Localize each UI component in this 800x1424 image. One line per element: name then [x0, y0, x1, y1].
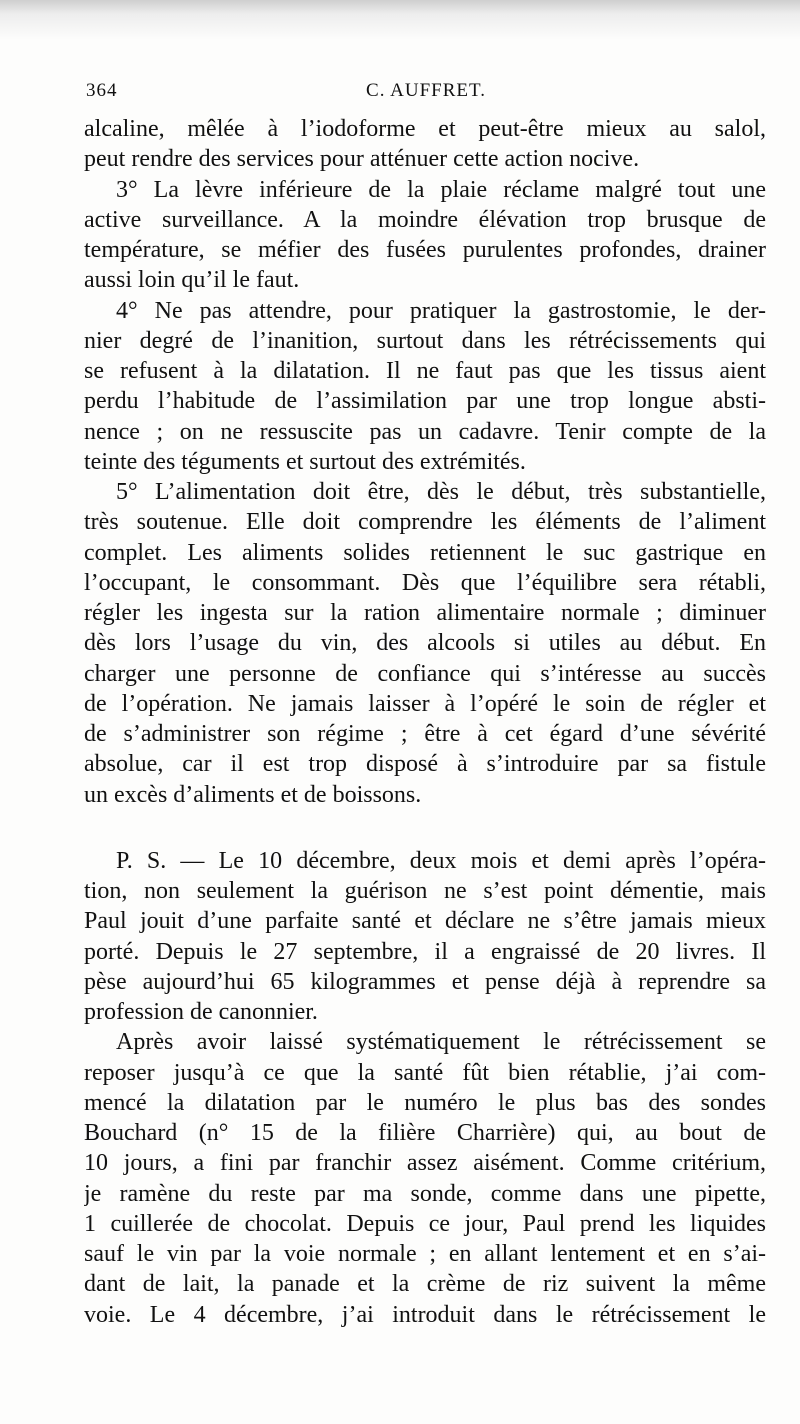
text-line: 1 cuillerée de chocolat. Depuis ce jour, Paul prend les liquides [84, 1210, 766, 1237]
text-line: active surveillance. A la moindre élévation trop brusque de [84, 206, 766, 233]
text-line: dant de lait, la panade et la crème de riz suivent la même [84, 1271, 766, 1298]
text-line: Bouchard (n° 15 de la filière Charrière) qui, au bout de [84, 1120, 766, 1146]
text-line: de l’opération. Ne jamais laisser à l’opéré le soin de régler et [84, 690, 766, 717]
text-line: pèse aujourd’hui 65 kilogrammes et pense déjà à reprendre sa [84, 968, 766, 995]
page-header [86, 80, 766, 108]
text-line: porté. Depuis le 27 septembre, il a engraissé de 20 livres. Il [84, 938, 766, 965]
text-line: nence ; on ne ressuscite pas un cadavre. Tenir compte de la [84, 418, 766, 445]
text-line: teinte des téguments et surtout des extrémités. [84, 448, 526, 475]
page-number: 364 [86, 80, 118, 101]
text-line: nier degré de l’inanition, surtout dans les rétrécissements qui [84, 327, 766, 354]
text-line: P. S. — Le 10 décembre, deux mois et demi après l’opéra- [116, 847, 766, 874]
text-line: très soutenue. Elle doit comprendre les éléments de l’aliment [84, 509, 766, 536]
text-line: complet. Les aliments solides retiennent le suc gastrique en [84, 539, 766, 566]
text-line: un excès d’aliments et de boissons. [84, 781, 422, 808]
text-line: 10 jours, a fini par franchir assez aisément. Comme critérium, [84, 1150, 766, 1177]
text-line: se refusent à la dilatation. Il ne faut pas que les tissus aient [84, 358, 766, 384]
text-line: je ramène du reste par ma sonde, comme dans une pipette, [84, 1180, 766, 1207]
text-line: absolue, car il est trop disposé à s’introduire par sa fistule [84, 751, 766, 778]
text-line: de s’administrer son régime ; être à cet égard d’une sévérité [84, 721, 766, 747]
running-head: C. AUFFRET. [366, 80, 486, 101]
text-line: Après avoir laissé systématiquement le rétrécissement se [116, 1029, 766, 1056]
text-line: aussi loin qu’il le faut. [84, 267, 300, 294]
text-line: perdu l’habitude de l’assimilation par une trop longue absti- [84, 388, 766, 415]
text-line: 3° La lèvre inférieure de la plaie réclame malgré tout une [116, 176, 766, 203]
text-line: voie. Le 4 décembre, j’ai introduit dans le rétrécissement le [84, 1301, 766, 1328]
text-line: température, se méfier des fusées purulentes profondes, drainer [84, 237, 766, 263]
scan-edge [0, 0, 800, 40]
text-line: alcaline, mêlée à l’iodoforme et peut-être mieux au salol, [84, 116, 766, 142]
text-line: régler les ingesta sur la ration alimentaire normale ; diminuer [84, 600, 766, 626]
text-line: l’occupant, le consommant. Dès que l’équilibre sera rétabli, [84, 569, 766, 596]
paragraph-gap [84, 810, 766, 846]
text-line: 4° Ne pas attendre, pour pratiquer la gastrostomie, le der- [116, 297, 766, 324]
text-line: mencé la dilatation par le numéro le plus bas des sondes [84, 1089, 766, 1116]
text-line: profession de canonnier. [84, 999, 318, 1025]
text-line: Paul jouit d’une parfaite santé et déclare ne s’être jamais mieux [84, 908, 766, 935]
text-line: dès lors l’usage du vin, des alcools si utiles au début. En [84, 630, 766, 657]
body-text [84, 114, 766, 1330]
text-line: tion, non seulement la guérison ne s’est point démentie, mais [84, 878, 766, 904]
text-line: peut rendre des services pour atténuer cette action nocive. [84, 146, 640, 173]
text-line: sauf le vin par la voie normale ; en allant lentement et en s’ai- [84, 1241, 766, 1267]
text-line: 5° L’alimentation doit être, dès le début, très substantielle, [116, 479, 766, 505]
text-line: reposer jusqu’à ce que la santé fût bien rétablie, j’ai com- [84, 1059, 766, 1086]
text-line: charger une personne de confiance qui s’intéresse au succès [84, 660, 766, 687]
